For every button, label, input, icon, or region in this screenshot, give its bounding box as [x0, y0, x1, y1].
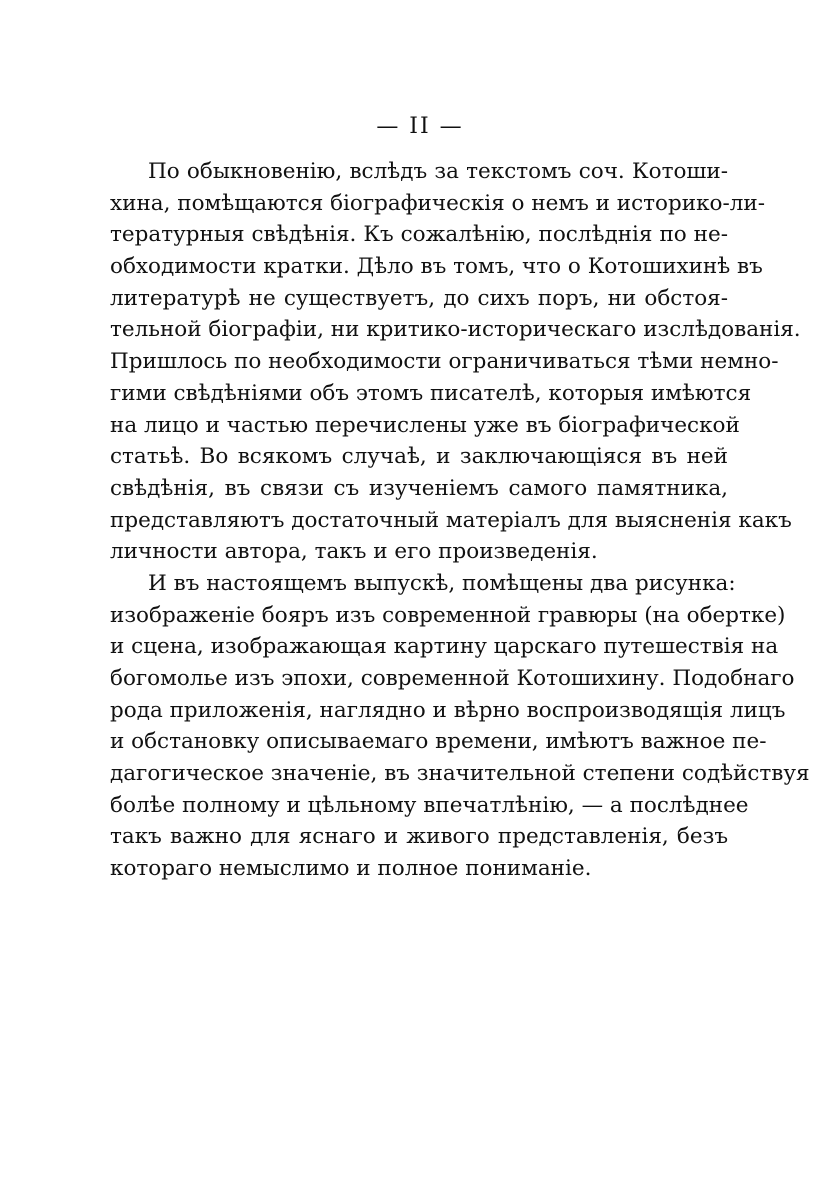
text-line: дагогическое значеніе, въ значительной степени содѣйствуя — [110, 761, 810, 787]
text-line: рода приложенія, наглядно и вѣрно воспроизводящія лицъ — [110, 697, 786, 723]
page-number: — II — — [376, 114, 464, 139]
text-line: и сцена, изображающая картину царскаго путешествія на — [110, 634, 779, 660]
text-line: хина, помѣщаются біографическія о немъ и историко-ли- — [110, 190, 765, 216]
text-line: представляютъ достаточный матеріалъ для выясненія какъ — [110, 507, 792, 533]
text-line: личности автора, такъ и его произведенія. — [110, 539, 598, 565]
text-line: тературныя свѣдѣнія. Къ сожалѣнію, послѣднія по не- — [110, 222, 728, 248]
text-line: Пришлось по необходимости ограничиваться тѣми немно- — [110, 349, 779, 375]
text-line: на лицо и частью перечислены уже въ біографической — [110, 412, 740, 438]
text-line: изображеніе бояръ изъ современной гравюры (на обертке) — [110, 602, 786, 628]
text-line: болѣе полному и цѣльному впечатлѣнію, — а послѣднее — [110, 792, 749, 818]
text-line: гими свѣдѣніями объ этомъ писателѣ, которыя имѣются — [110, 380, 752, 406]
text-line: статьѣ. Во всякомъ случаѣ, и заключающіяся въ ней — [110, 444, 728, 470]
paragraph-2 — [110, 568, 810, 885]
text-line: и обстановку описываемаго времени, имѣютъ важное пе- — [110, 729, 767, 755]
text-line: литературѣ не существуетъ, до сихъ поръ, ни обстоя- — [110, 285, 728, 311]
text-line: По обыкновенію, вслѣдъ за текстомъ соч. Котоши- — [148, 159, 728, 184]
text-line: тельной біографіи, ни критико-историческаго изслѣдованія. — [110, 317, 801, 343]
text-line: богомолье изъ эпохи, современной Котошихину. Подобнаго — [110, 666, 795, 691]
body-text — [110, 156, 810, 885]
paragraph-1 — [110, 156, 801, 568]
text-line: обходимости кратки. Дѣло въ томъ, что о Котошихинѣ въ — [110, 254, 763, 280]
text-line: свѣдѣнія, въ связи съ изученіемъ самого памятника, — [110, 475, 728, 501]
text-line: И въ настоящемъ выпускѣ, помѣщены два рисунка: — [148, 570, 736, 596]
text-line: котораго немыслимо и полное пониманіе. — [110, 856, 592, 882]
text-line: такъ важно для яснаго и живого представленія, безъ — [110, 824, 728, 850]
